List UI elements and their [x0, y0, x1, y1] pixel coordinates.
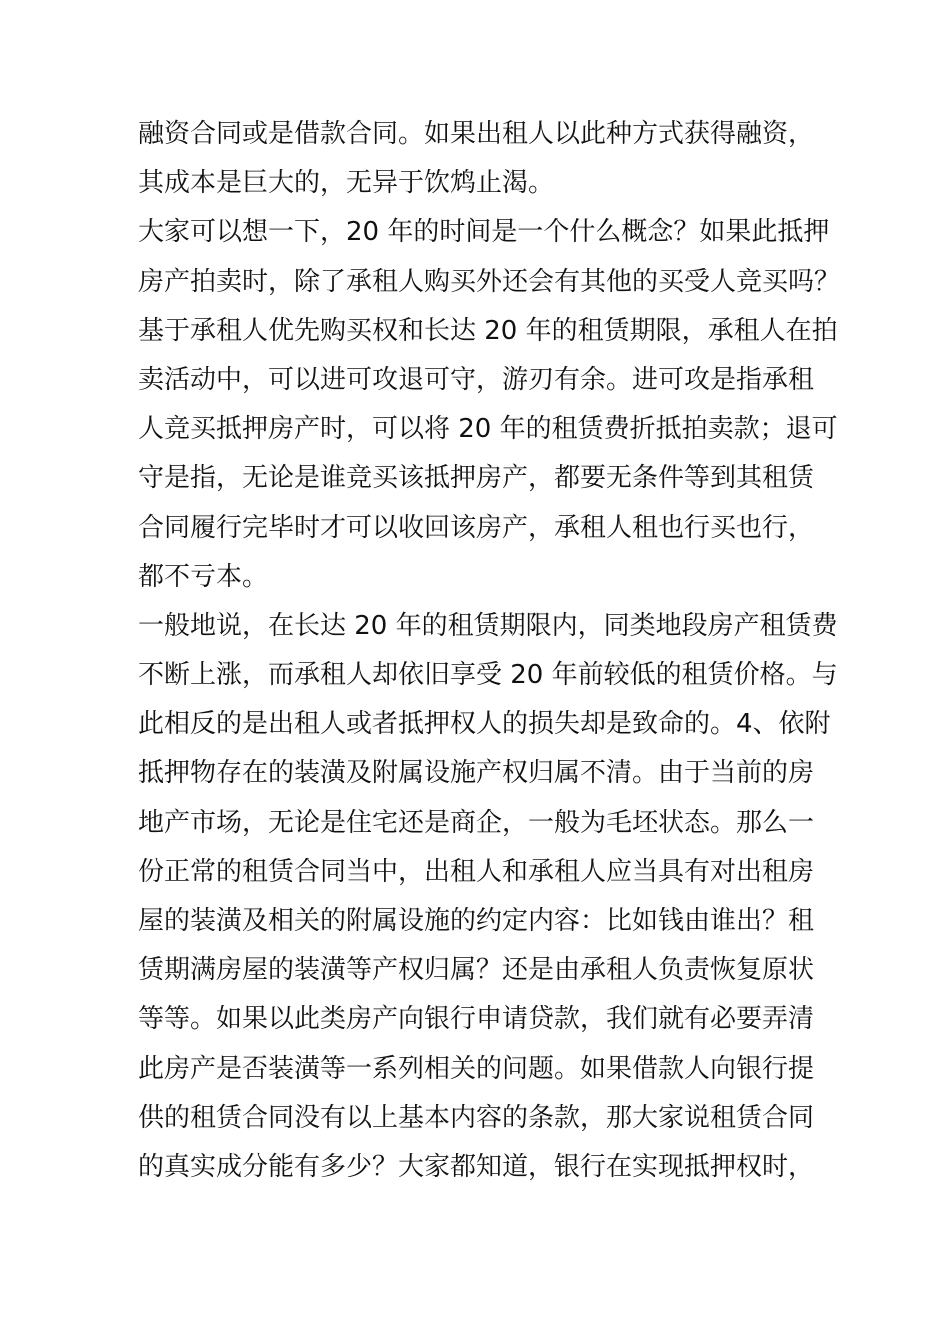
text-line: 基于承租人优先购买权和长达 20 年的租赁期限，承租人在拍 — [138, 315, 838, 346]
text-line: 一般地说，在长达 20 年的租赁期限内，同类地段房产租赁费 — [138, 610, 838, 641]
text-line: 赁期满房屋的装潢等产权归属？还是由承租人负责恢复原状 — [138, 955, 815, 986]
text-line: 供的租赁合同没有以上基本内容的条款，那大家说租赁合同 — [138, 1102, 815, 1133]
body-text — [138, 110, 841, 1192]
text-line: 抵押物存在的装潢及附属设施产权归属不清。由于当前的房 — [138, 758, 815, 789]
text-line: 卖活动中，可以进可攻退可守，游刃有余。进可攻是指承租 — [138, 364, 815, 395]
text-line: 地产市场，无论是住宅还是商企，一般为毛坯状态。那么一 — [138, 807, 815, 838]
text-line: 屋的装潢及相关的附属设施的约定内容：比如钱由谁出？租 — [138, 906, 815, 936]
text-line: 融资合同或是借款合同。如果出租人以此种方式获得融资， — [138, 119, 815, 149]
text-line: 大家可以想一下，20 年的时间是一个什么概念？如果此抵押 — [138, 217, 830, 248]
text-line: 此房产是否装潢等一系列相关的问题。如果借款人向银行提 — [138, 1053, 815, 1084]
text-line: 其成本是巨大的，无异于饮鸩止渴。 — [138, 168, 555, 199]
text-line: 的真实成分能有多少？大家都知道，银行在实现抵押权时， — [138, 1151, 815, 1182]
text-line: 守是指，无论是谁竞买该抵押房产，都要无条件等到其租赁 — [138, 463, 815, 494]
text-line: 合同履行完毕时才可以收回该房产，承租人租也行买也行， — [138, 512, 815, 543]
text-line: 都不亏本。 — [138, 561, 269, 592]
text-line: 份正常的租赁合同当中，出租人和承租人应当具有对出租房 — [138, 856, 815, 887]
text-line: 不断上涨，而承租人却依旧享受 20 年前较低的租赁价格。与 — [138, 660, 838, 691]
text-line: 等等。如果以此类房产向银行申请贷款，我们就有必要弄清 — [138, 1004, 815, 1035]
text-line: 此相反的是出租人或者抵押权人的损失却是致命的。4、依附 — [138, 709, 831, 740]
text-line: 人竞买抵押房产时，可以将 20 年的租赁费折抵拍卖款；退可 — [138, 414, 838, 445]
text-line: 房产拍卖时，除了承租人购买外还会有其他的买受人竞买吗？ — [138, 266, 841, 297]
